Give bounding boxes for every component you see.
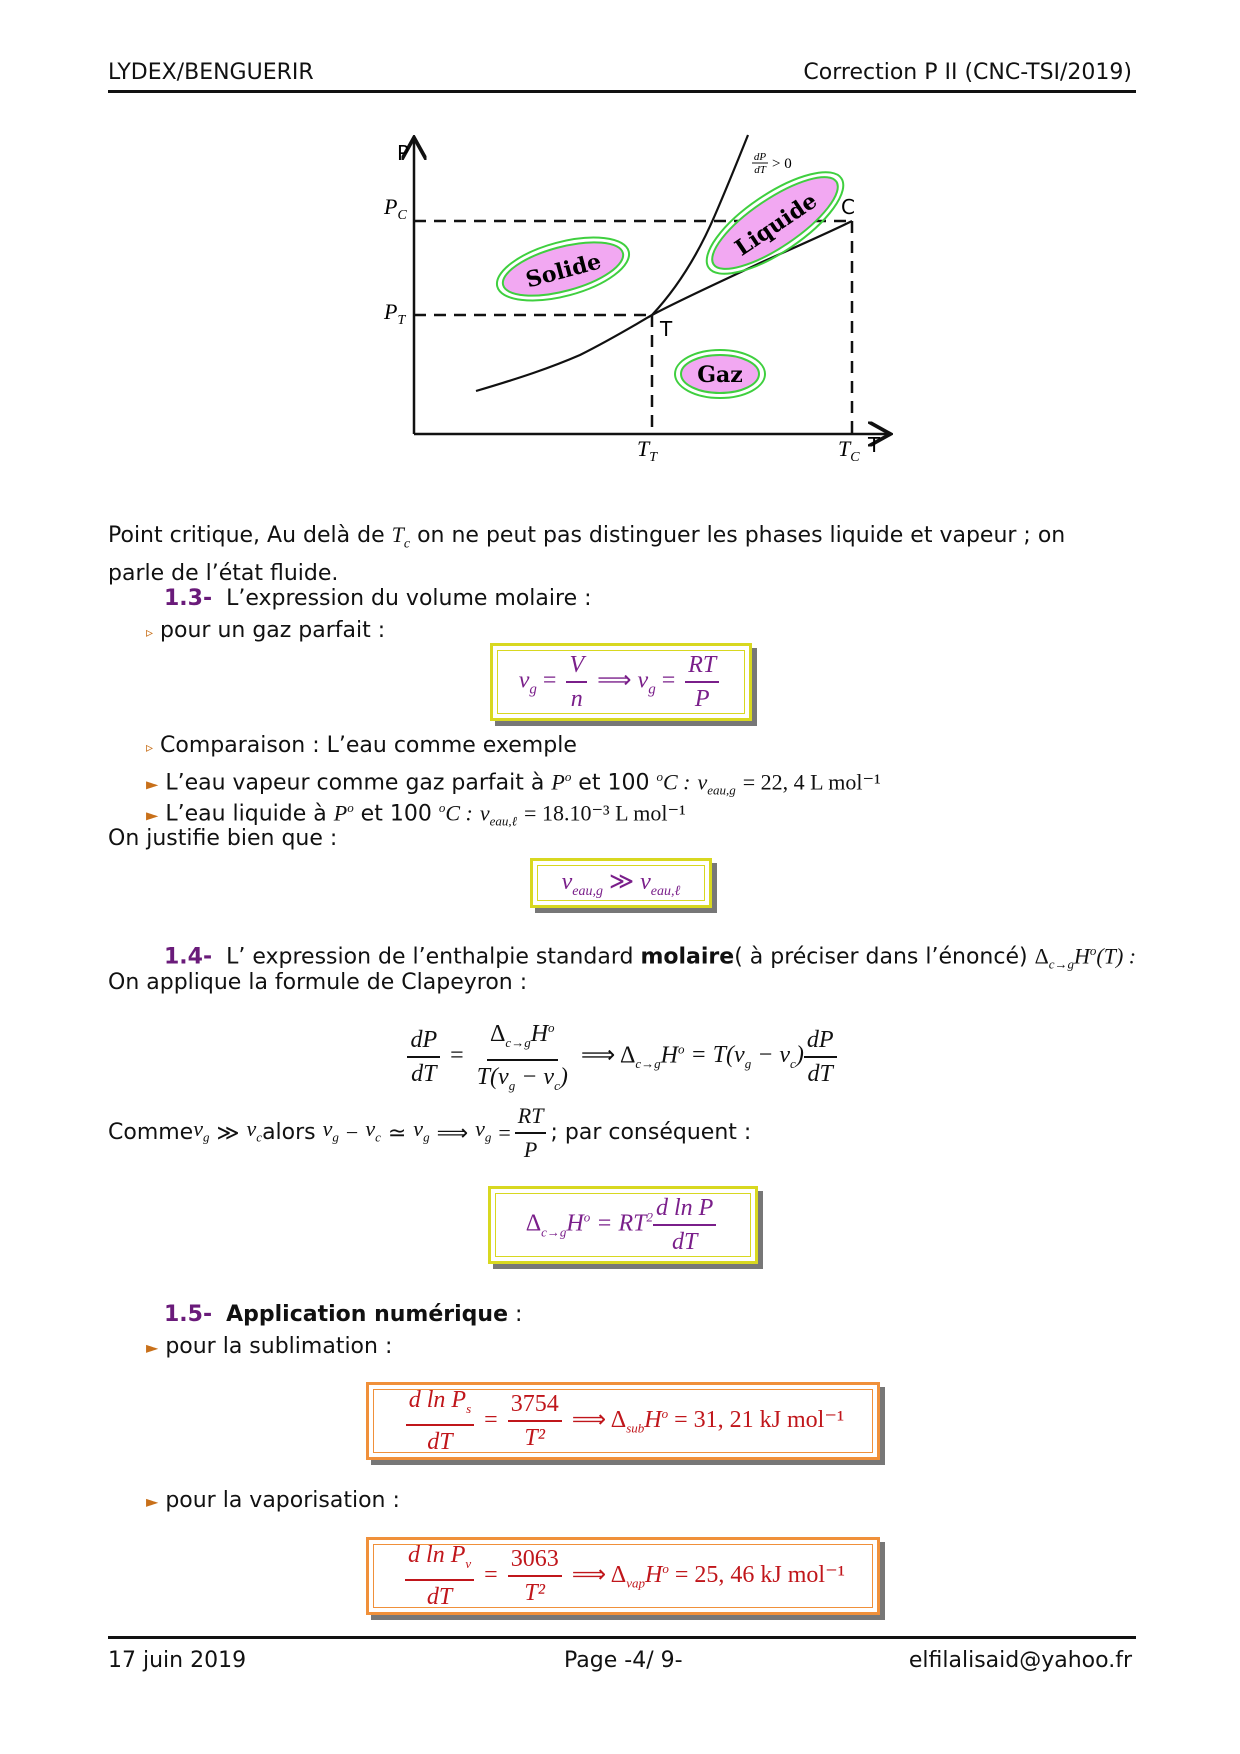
bullet-gaz-parfait: ▹ pour un gaz parfait : — [146, 618, 386, 643]
sublimation-result-box: $\frac{d \ln P_s}{dT}$ = $\frac{3754}{\text{T²}}$ ⟹ $\Delta_{sub}H^o = 31$, 21 kJ mol⁻¹ — [366, 1382, 880, 1460]
intro-line2: parle de l’état fluide. — [108, 561, 339, 587]
footer-email: elfilalisaid@yahoo.fr — [908, 1648, 1132, 1673]
bullet-sublimation: ► pour la sublimation : — [146, 1334, 393, 1359]
tt-label: $T_T$ — [637, 436, 658, 465]
justify-text: On justifie bien que : — [108, 826, 338, 851]
svg-text:dT: dT — [754, 164, 766, 176]
header-right: Correction P II (CNC-TSI/2019) — [803, 60, 1132, 85]
pc-label: $P_C$ — [384, 194, 407, 223]
t-axis-label: T — [868, 433, 881, 457]
ideal-gas-volume-box: $v_g$ = $\frac{V}{n}$ ⟹ $v_g$ = $\frac{RT}{P}$ — [490, 643, 752, 721]
section-1-4-title: 1.4- L’ expression de l’enthalpie standard molaire( à préciser dans l’énoncé) $\Delta_{c\to g}H^o(T)$ : — [164, 943, 1137, 972]
clapeyron-intro: On applique la formule de Clapeyron : — [108, 970, 528, 995]
gas-region — [675, 350, 765, 398]
bullet-eau-vapeur: ► L’eau vapeur comme gaz parfait à $P^o$ et 100 $^o$C : $v_{eau,g} = 22$, 4 L mol⁻¹ — [146, 769, 881, 798]
section-1-3-title: 1.3- L’expression du volume molaire : — [164, 586, 592, 611]
bullet-vaporisation: ► pour la vaporisation : — [146, 1488, 400, 1513]
svg-text:> 0: > 0 — [772, 156, 792, 172]
slope-annotation — [752, 151, 792, 176]
vaporisation-result-box: $\frac{d \ln P_v}{dT}$ = $\frac{3063}{\text{T²}}$ ⟹ $\Delta_{vap}H^o = 25$, 46 kJ mol⁻¹ — [366, 1537, 880, 1615]
bullet-eau-liquide: ► L’eau liquide à $P^o$ et 100 $^o$C : $v_{eau,\ell} = 18.10^{-3}$ L mol⁻¹ — [146, 800, 686, 829]
svg-text:dP: dP — [753, 151, 767, 163]
triple-point-label: T — [660, 317, 673, 341]
intro-line1: Point critique, Au delà de $T_c$ on ne peut pas distinguer les phases liquide et vapeur ; on — [108, 522, 1066, 552]
p-axis-label: P — [397, 141, 410, 165]
header-rule — [108, 90, 1136, 93]
tc-label: $T_C$ — [838, 436, 860, 465]
phase-solid-label: Solide — [523, 248, 604, 294]
liquid-region — [692, 154, 857, 292]
footer-page: Page -4/ 9- — [564, 1648, 683, 1673]
footer-rule — [108, 1636, 1136, 1639]
footer-date: 17 juin 2019 — [108, 1648, 247, 1673]
phase-diagram — [360, 125, 920, 470]
section-1-5-title: 1.5- Application numérique : — [164, 1302, 523, 1327]
critical-point-label: C — [841, 195, 855, 219]
pt-label: $P_T$ — [384, 299, 406, 328]
header-left: LYDEX/BENGUERIR — [108, 60, 314, 85]
phase-liquid-label: Liquide — [730, 187, 822, 262]
phase-gas-label: Gaz — [697, 362, 743, 388]
solid-region — [490, 225, 635, 312]
sublimation-curve — [476, 315, 652, 391]
clapeyron-equation: $\frac{dP}{dT}$ = $\frac{\Delta_{c\to g}H^o}{T(v_g - v_c)}$ ⟹ $\Delta_{c\to g}H^o = T(v_g - v_c)$ $\frac{dP}{dT}$ — [392, 1012, 852, 1102]
volume-inequality-box: $v_{eau,g}$ ≫ $v_{eau,\ell}$ — [530, 858, 712, 908]
comme-line: Comme $v_g$ ≫ $v_c$ alors $v_g$ − $v_c$ ≃ $v_g$ ⟹ $v_g$ = $\frac{RT}{P}$ ; par conséquent : — [108, 1100, 751, 1166]
bullet-comparaison: ▹ Comparaison : L’eau comme exemple — [146, 733, 577, 758]
clapeyron-result-box: $\Delta_{c\to g}H^o = RT^2$ $\frac{\text{d ln P}}{dT}$ — [488, 1186, 758, 1264]
intro-paragraph — [108, 520, 1136, 589]
